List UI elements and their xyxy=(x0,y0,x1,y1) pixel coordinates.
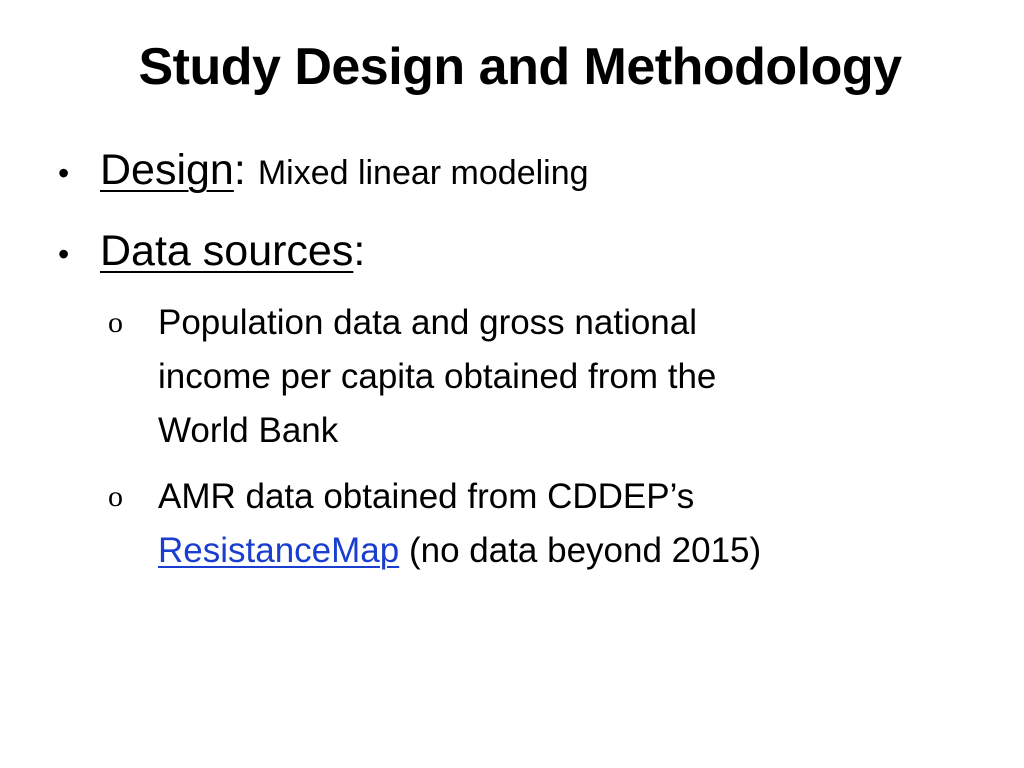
sub-bullet-world-bank-line-2: income per capita obtained from the xyxy=(158,357,717,396)
bullet-dot-icon: • xyxy=(58,155,70,191)
sub-bullet-amr-trailing-text: (no data beyond 2015) xyxy=(399,531,762,570)
bullet-data-sources xyxy=(58,225,365,277)
sub-bullet-amr-text xyxy=(158,470,848,578)
sub-bullet-circle-icon: o xyxy=(108,480,123,513)
bullet-data-sources-heading: Data sources xyxy=(100,227,354,275)
sub-bullet-circle-icon: o xyxy=(108,306,123,339)
sub-bullet-amr-line-1: AMR data obtained from CDDEP’s xyxy=(158,477,695,516)
sub-bullet-world-bank-line-1: Population data and gross national xyxy=(158,303,698,342)
bullet-design-value: Mixed linear modeling xyxy=(257,154,589,192)
sub-bullet-amr-line-2 xyxy=(158,524,848,578)
bullet-design-colon: : xyxy=(233,146,246,194)
resistancemap-link[interactable]: ResistanceMap xyxy=(158,531,400,570)
sub-bullet-amr xyxy=(108,470,848,578)
bullet-design-heading: Design xyxy=(100,146,234,194)
sub-bullet-world-bank-line-3: World Bank xyxy=(158,411,339,450)
sub-bullet-world-bank xyxy=(108,296,848,458)
bullet-data-sources-colon: : xyxy=(353,227,366,275)
bullet-dot-icon: • xyxy=(58,236,70,272)
slide-title: Study Design and Methodology xyxy=(138,38,902,96)
sub-bullet-world-bank-text xyxy=(158,296,848,458)
bullet-design xyxy=(58,144,589,199)
